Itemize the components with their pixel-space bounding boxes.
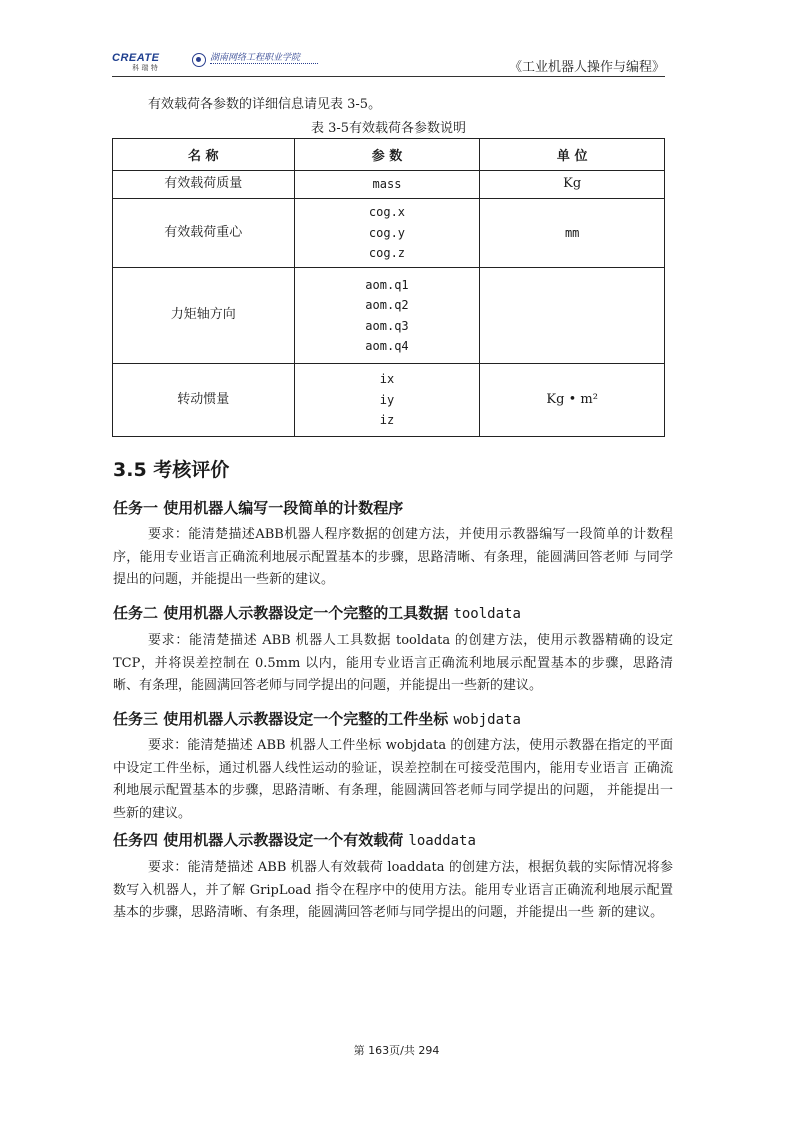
task-title-text: 任务一 使用机器人编写一段简单的计数程序 (113, 499, 404, 517)
header-divider (112, 76, 665, 77)
row-params (294, 268, 480, 364)
row-name: 有效载荷重心 (113, 199, 295, 268)
table-row (113, 364, 665, 437)
task-1-requirement: 要求：能清楚描述ABB机器人程序数据的创建方法，并使用示教器编写一段简单的计数程序，能用专业语言正确流利地展示配置基本的步骤，思路清晰、有条理，能圆满回答老师 与同学提出的问题，并能提出一些新的建议。 (113, 527, 673, 587)
row-name: 力矩轴方向 (113, 268, 295, 364)
table-row (113, 268, 665, 364)
create-logo-text: CREATE (112, 52, 160, 64)
row-unit: Kg • m² (480, 364, 665, 437)
row-unit: mm (480, 199, 665, 268)
table-header-row (113, 139, 665, 171)
row-unit (480, 268, 665, 364)
task-title-code: loaddata (408, 833, 476, 849)
row-name: 转动惯量 (113, 364, 295, 437)
param-value: aom.q2 (365, 298, 409, 312)
task-3-title (113, 708, 521, 729)
create-logo-cn: 科 瑞 特 (132, 64, 158, 72)
table-row (113, 199, 665, 268)
row-params (294, 199, 480, 268)
task-title-text: 任务二 使用机器人示教器设定一个完整的工具数据 (113, 604, 454, 622)
param-value: cog.x (368, 205, 406, 220)
param-value: aom.q3 (365, 318, 409, 333)
param-value: aom.q1 (365, 277, 409, 292)
task-1-title (113, 497, 403, 518)
task-title-code: wobjdata (453, 712, 521, 728)
header-unit: 单 位 (480, 139, 665, 171)
task-2-requirement: 要求：能清楚描述 ABB 机器人工具数据 tooldata 的创建方法，使用示教器精确的设定 TCP，并将误差控制在 0.5mm 以内，能用专业语言正确流利地展示配置基本的步骤，思路清晰、有条理，能圆满回答老师与同学提出的问题，并能提出一些新的建议。 (113, 633, 673, 693)
row-name: 有效载荷质量 (113, 171, 295, 199)
header-name: 名 称 (113, 139, 295, 171)
task-3-requirement: 要求：能清楚描述 ABB 机器人工件坐标 wobjdata 的创建方法，使用示教器在指定的平面中设定工件坐标，通过机器人线性运动的验证，误差控制在可接受范围内，能用专业语言 正确流利地展示配置基本的步骤，思路清晰、有条理，能圆满回答老师与同学提出的问题， 并能提出一些新的建议。 (113, 738, 673, 821)
create-logo (112, 52, 178, 73)
task-4-requirement: 要求：能清楚描述 ABB 机器人有效载荷 loaddata 的创建方法，根据负载的实际情况将参数写入机器人，并了解 GripLoad 指令在程序中的使用方法。能用专业语言正确流利地展示配置基本的步骤，思路清晰、有条理，能圆满回答老师与同学提出的问题，并能提出一些 新的建议。 (113, 860, 673, 920)
param-value: iz (379, 413, 395, 428)
school-name: 湖南网络工程职业学院 (210, 53, 301, 63)
payload-params-table (112, 138, 665, 437)
page-number: 第 163页/共 294 (353, 1044, 440, 1057)
school-logo (192, 53, 322, 69)
table-row (113, 171, 665, 199)
section-title: 3.5 考核评价 (113, 459, 230, 481)
book-title: 《工业机器人操作与编程》 (508, 60, 665, 75)
school-logo-underline (210, 63, 318, 67)
param-value: cog.z (368, 246, 406, 261)
param-value: ix (379, 372, 395, 387)
param-value: cog.y (368, 225, 406, 240)
table-caption: 表 3-5有效载荷各参数说明 (310, 121, 467, 136)
intro-text: 有效载荷各参数的详细信息请见表 3-5。 (148, 97, 382, 112)
param-value: mass (372, 177, 402, 192)
header-params: 参 数 (294, 139, 480, 171)
param-value: aom.q4 (365, 339, 409, 353)
page-header (112, 50, 665, 74)
row-unit: Kg (480, 171, 665, 199)
row-params (294, 171, 480, 199)
task-title-text: 任务四 使用机器人示教器设定一个有效载荷 (113, 831, 409, 849)
param-value: iy (379, 392, 395, 407)
task-2-title (113, 602, 521, 623)
school-seal-icon (192, 53, 206, 67)
row-params (294, 364, 480, 437)
task-title-code: tooldata (453, 606, 521, 622)
task-title-text: 任务三 使用机器人示教器设定一个完整的工件坐标 (113, 710, 454, 728)
task-4-title (113, 829, 476, 850)
